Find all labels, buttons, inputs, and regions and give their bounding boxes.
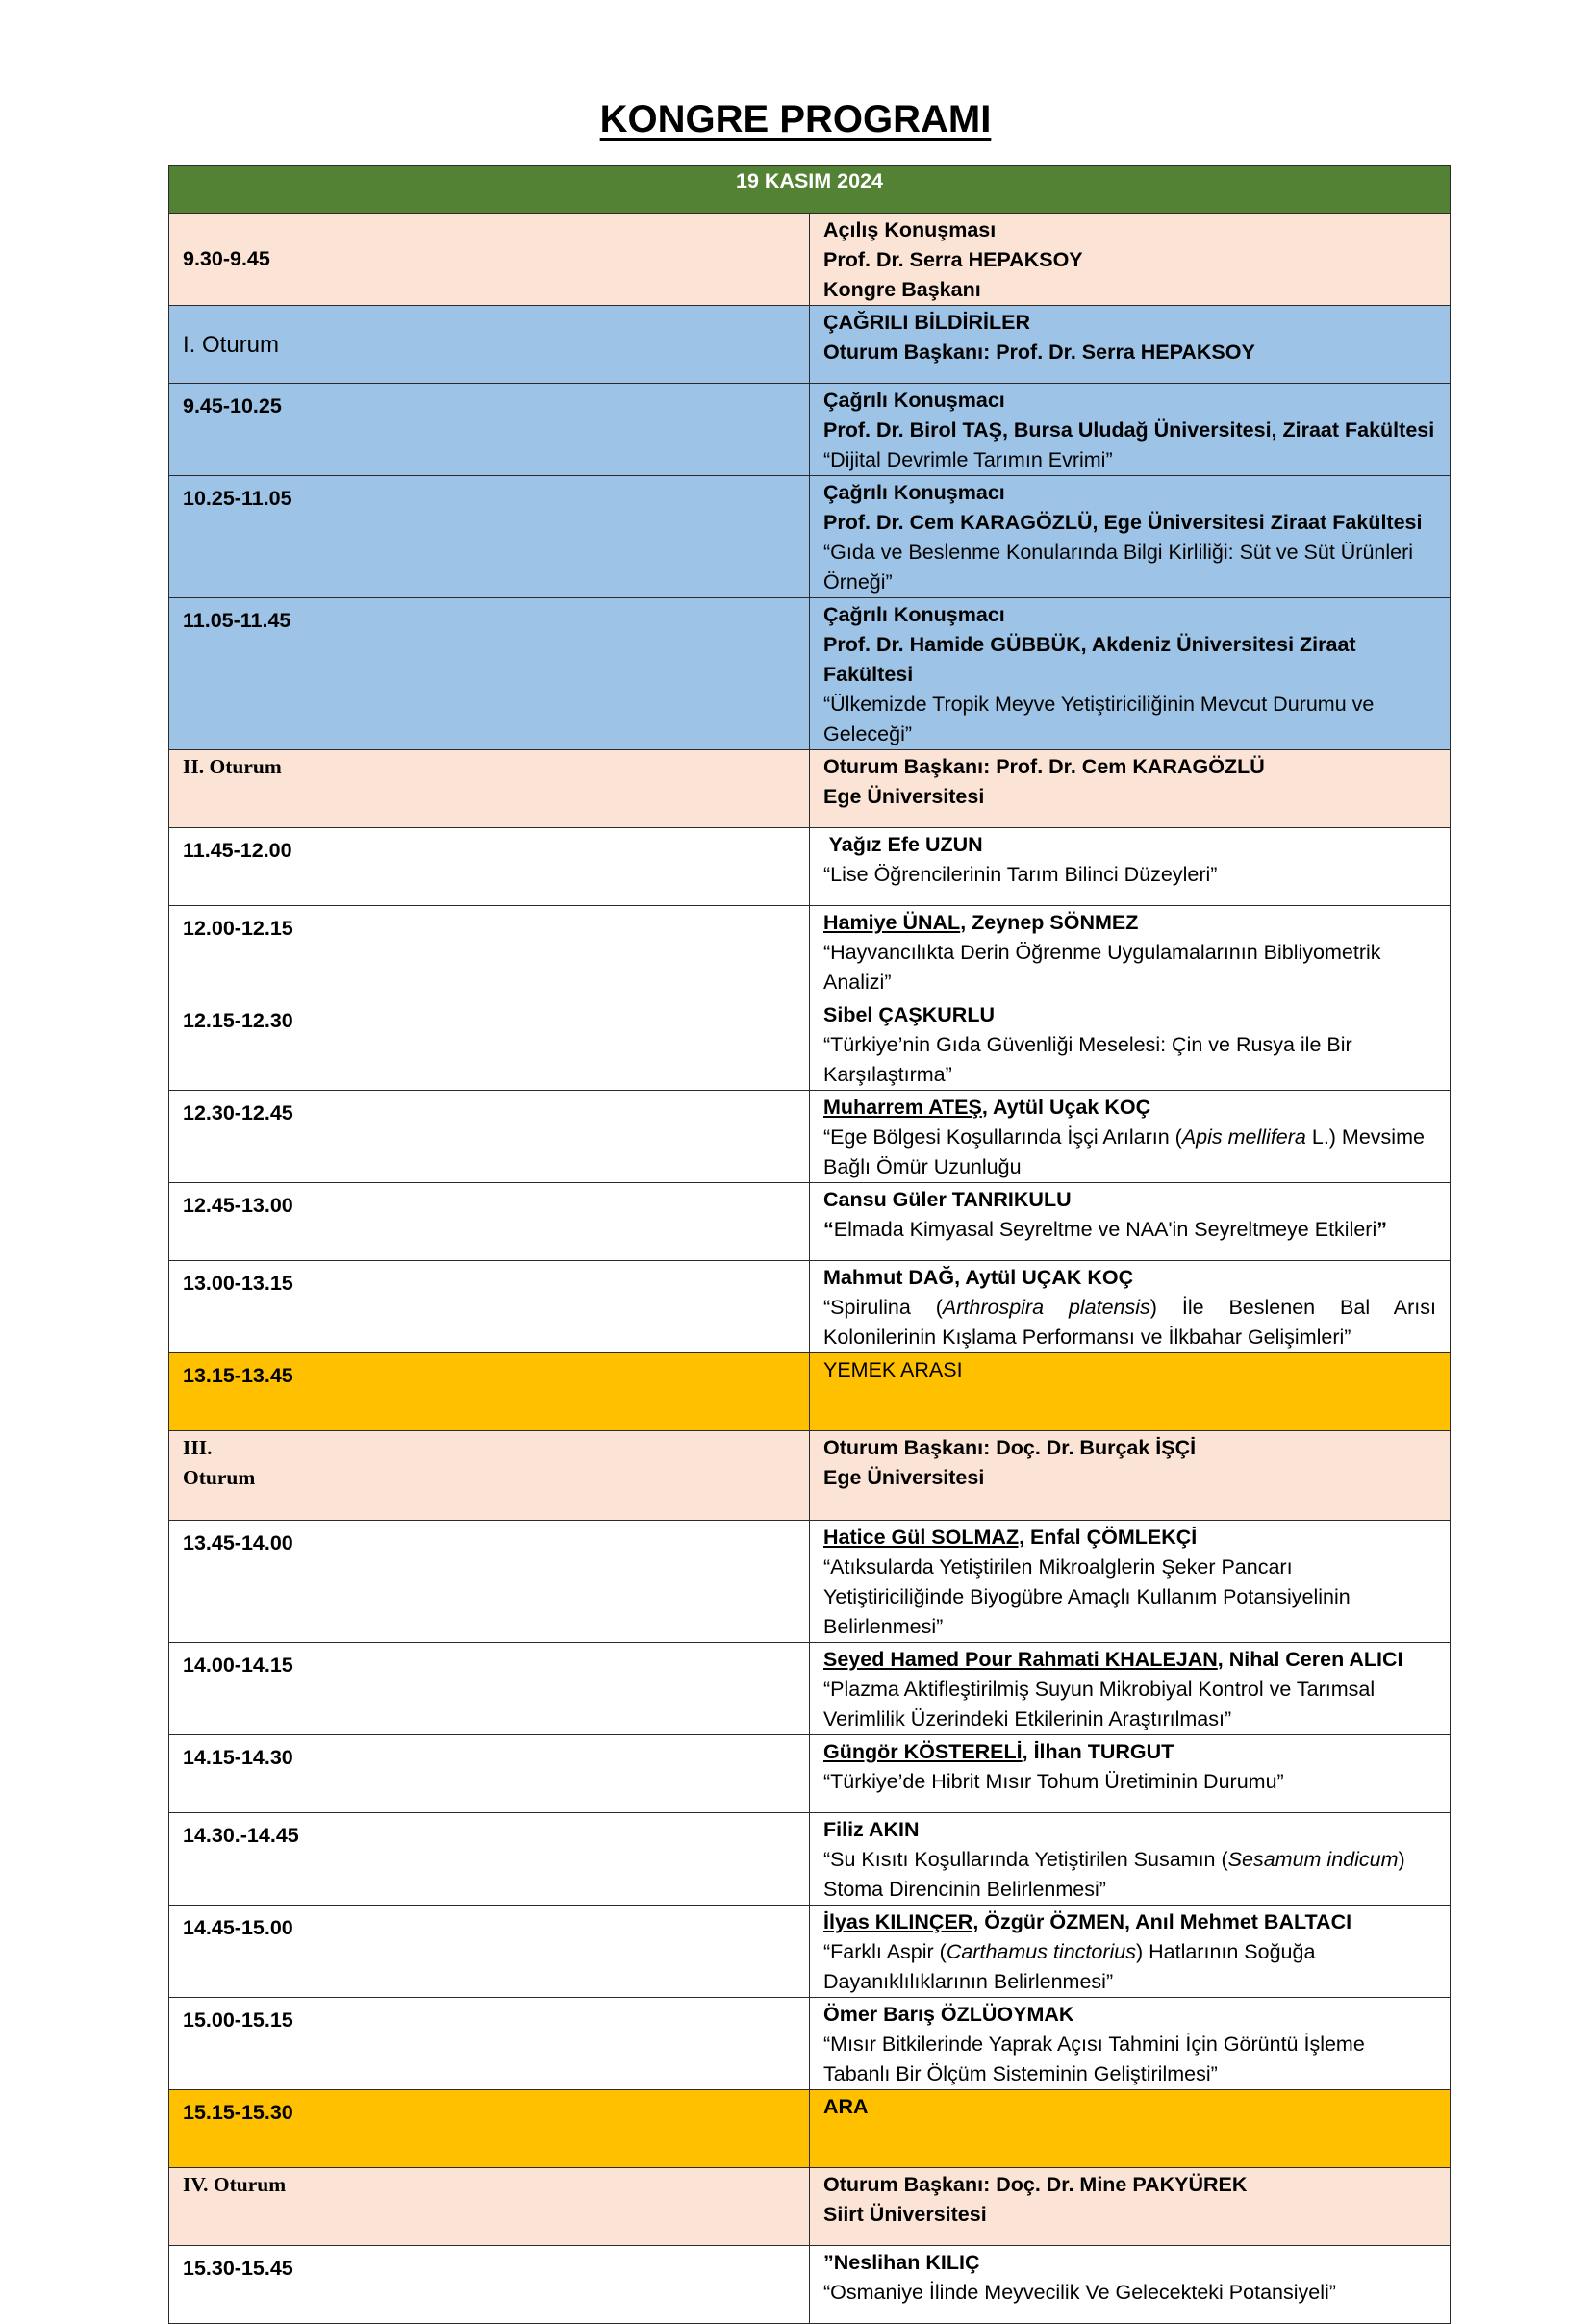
description-cell (810, 1091, 1451, 1183)
title-text: “Farklı Aspir ( (823, 1940, 947, 1963)
talk-title: “Mısır Bitkilerinde Yaprak Açısı Tahmini İçin Görüntü İşleme Tabanlı Bir Ölçüm Sisteminin Geliştirilmesi” (823, 2033, 1365, 2085)
time-cell: 14.45-15.00 (169, 1906, 810, 1998)
description-cell (810, 2246, 1451, 2324)
opening-speaker: Prof. Dr. Serra HEPAKSOY (823, 248, 1083, 271)
session-institution: Ege Üniversitesi (823, 785, 985, 808)
talk-authors (823, 1907, 1436, 1937)
presenting-author: Hamiye ÜNAL (823, 911, 961, 934)
description-cell (810, 476, 1451, 598)
talk-row (169, 828, 1451, 906)
talk-title (823, 1293, 1436, 1352)
talk-authors (823, 1737, 1436, 1767)
invited-row (169, 476, 1451, 598)
opening-role: Kongre Başkanı (823, 278, 981, 301)
description-cell (810, 214, 1451, 306)
talk-title: “Türkiye’nin Gıda Güvenliği Meselesi: Çin ve Rusya ile Bir Karşılaştırma” (823, 1033, 1352, 1086)
talk-authors (823, 908, 1436, 938)
time-cell: 11.05-11.45 (169, 598, 810, 750)
description-cell (810, 1906, 1451, 1998)
co-authors: , Aytül Uçak KOÇ (981, 1096, 1151, 1119)
time-cell: 12.15-12.30 (169, 998, 810, 1091)
description-cell (810, 1998, 1451, 2090)
session-row (169, 306, 1451, 384)
time-cell: 10.25-11.05 (169, 476, 810, 598)
co-authors: , Zeynep SÖNMEZ (960, 911, 1139, 934)
time-cell: 15.15-15.30 (169, 2090, 810, 2168)
co-authors: , Nihal Ceren ALICI (1217, 1648, 1403, 1671)
time-cell: 14.00-14.15 (169, 1643, 810, 1735)
invited-speaker: Prof. Dr. Cem KARAGÖZLÜ, Ege Üniversitesi Ziraat Fakültesi (823, 511, 1423, 534)
talk-authors: Sibel ÇAŞKURLU (823, 1003, 995, 1026)
break-label: ARA (810, 2090, 1451, 2168)
talk-row (169, 2246, 1451, 2324)
session-chair: Oturum Başkanı: Prof. Dr. Serra HEPAKSOY (823, 341, 1255, 364)
time-cell: 15.30-15.45 (169, 2246, 810, 2324)
time-cell: 12.30-12.45 (169, 1091, 810, 1183)
presenting-author: Seyed Hamed Pour Rahmati KHALEJAN (823, 1648, 1218, 1671)
invited-speaker: Prof. Dr. Birol TAŞ, Bursa Uludağ Üniversitesi, Ziraat Fakültesi (823, 418, 1435, 442)
session-label: II. Oturum (169, 750, 810, 828)
talk-authors: Ömer Barış ÖZLÜOYMAK (823, 2003, 1074, 2026)
description-cell (810, 1643, 1451, 1735)
talk-authors: Cansu Güler TANRIKULU (823, 1188, 1072, 1211)
title-text: “Ege Bölgesi Koşullarında İşçi Arıların ( (823, 1125, 1182, 1149)
session-institution: Ege Üniversitesi (823, 1466, 985, 1489)
description-cell (810, 1735, 1451, 1813)
time-cell: 12.00-12.15 (169, 906, 810, 998)
talk-authors: Yağız Efe UZUN (823, 833, 983, 856)
talk-row (169, 906, 1451, 998)
talk-title (823, 1215, 1436, 1245)
talk-title (823, 1845, 1436, 1905)
session-row (169, 2168, 1451, 2246)
time-cell: 12.45-13.00 (169, 1183, 810, 1261)
session-chair: Oturum Başkanı: Doç. Dr. Burçak İŞÇİ (823, 1436, 1197, 1459)
talk-row (169, 1813, 1451, 1906)
invited-role: Çağrılı Konuşmacı (823, 603, 1005, 626)
invited-row (169, 598, 1451, 750)
talk-row (169, 1091, 1451, 1183)
talk-authors: ”Neslihan KILIÇ (823, 2251, 980, 2274)
talk-authors (823, 1645, 1436, 1675)
invited-row (169, 384, 1451, 476)
time-cell: 13.15-13.45 (169, 1353, 810, 1431)
invited-speaker: Prof. Dr. Hamide GÜBBÜK, Akdeniz Üniversitesi Ziraat Fakültesi (823, 633, 1356, 686)
talk-title: “Ülkemizde Tropik Meyve Yetiştiriciliğinin Mevcut Durumu ve Geleceği” (823, 693, 1375, 745)
session-label-number: III. (183, 1436, 213, 1459)
session-description (810, 306, 1451, 384)
talk-title (823, 1123, 1436, 1182)
description-cell (810, 998, 1451, 1091)
presenting-author: Muharrem ATEŞ (823, 1096, 982, 1119)
talk-title: “Osmaniye İlinde Meyvecilik Ve Gelecekteki Potansiyeli” (823, 2281, 1336, 2304)
talk-row (169, 1643, 1451, 1735)
session-institution: Siirt Üniversitesi (823, 2203, 987, 2226)
description-cell (810, 598, 1451, 750)
title-text: ) İle Beslenen Bal Arısı Kolonilerinin Kışlama Performansı ve İlkbahar Gelişimleri” (823, 1296, 1437, 1349)
talk-authors: Filiz AKIN (823, 1818, 920, 1841)
time-cell: 13.00-13.15 (169, 1261, 810, 1353)
co-authors: Enfal ÇÖMLEKÇİ (1024, 1526, 1198, 1549)
title-text: L.) Mevsime Bağlı Ömür Uzunluğu (823, 1125, 1425, 1178)
talk-row (169, 998, 1451, 1091)
time-cell: 14.30.-14.45 (169, 1813, 810, 1906)
title-text: Elmada Kimyasal Seyreltme ve NAA'in Seyreltmeye Etkileri (833, 1218, 1377, 1241)
session-chair: Oturum Başkanı: Doç. Dr. Mine PAKYÜREK (823, 2173, 1248, 2196)
talk-row (169, 1735, 1451, 1813)
talk-title (823, 1937, 1436, 1997)
session-label-word: Oturum (183, 1466, 256, 1489)
opening-title: Açılış Konuşması (823, 218, 997, 241)
time-cell: 13.45-14.00 (169, 1521, 810, 1643)
description-cell (810, 906, 1451, 998)
talk-title: “Gıda ve Beslenme Konularında Bilgi Kirliliği: Süt ve Süt Ürünleri Örneği” (823, 541, 1414, 594)
day-header: 19 KASIM 2024 (169, 166, 1451, 214)
time-cell: 15.00-15.15 (169, 1998, 810, 2090)
talk-authors: Mahmut DAĞ, Aytül UÇAK KOÇ (823, 1266, 1134, 1289)
time-cell: 14.15-14.30 (169, 1735, 810, 1813)
talk-title: “Atıksularda Yetiştirilen Mikroalglerin Şeker Pancarı Yetiştiriciliğinde Biyogübre Amaçlı Kullanım Potansiyelinin Belirlenmesi” (823, 1555, 1351, 1638)
break-label: YEMEK ARASI (810, 1353, 1451, 1431)
talk-row (169, 1183, 1451, 1261)
page-title: KONGRE PROGRAMI (599, 98, 992, 140)
talk-row (169, 1998, 1451, 2090)
break-row (169, 2090, 1451, 2168)
title-text: “Spirulina ( (823, 1296, 943, 1319)
talk-title: “Dijital Devrimle Tarımın Evrimi” (823, 448, 1113, 471)
session-label (169, 1431, 810, 1521)
time-cell: 11.45-12.00 (169, 828, 810, 906)
presenting-author: Hatice Gül SOLMAZ, (823, 1526, 1025, 1549)
description-cell (810, 1183, 1451, 1261)
session-chair: Oturum Başkanı: Prof. Dr. Cem KARAGÖZLÜ (823, 755, 1265, 778)
session-label: IV. Oturum (169, 2168, 810, 2246)
species-name: Sesamum indicum (1227, 1848, 1399, 1871)
session-row (169, 1431, 1451, 1521)
day-header-row (169, 166, 1451, 214)
description-cell (810, 828, 1451, 906)
opening-row (169, 214, 1451, 306)
description-cell (810, 1813, 1451, 1906)
description-cell (810, 384, 1451, 476)
title-text: “Su Kısıtı Koşullarında Yetiştirilen Susamın ( (823, 1848, 1228, 1871)
quote-open: “ (823, 1218, 834, 1241)
time-cell: 9.45-10.25 (169, 384, 810, 476)
species-name: Apis mellifera (1181, 1125, 1306, 1149)
session-label: I. Oturum (169, 306, 810, 384)
title-text: ) Stoma Direncinin Belirlenmesi” (823, 1848, 1405, 1901)
program-table (168, 165, 1451, 2324)
time-cell: 9.30-9.45 (169, 214, 810, 306)
session-description (810, 2168, 1451, 2246)
talk-title: “Plazma Aktifleştirilmiş Suyun Mikrobiyal Kontrol ve Tarımsal Verimlilik Üzerindeki Etkilerinin Araştırılması” (823, 1678, 1376, 1730)
talk-row (169, 1521, 1451, 1643)
talk-authors (823, 1523, 1436, 1553)
invited-role: Çağrılı Konuşmacı (823, 481, 1005, 504)
session-description (810, 750, 1451, 828)
description-cell (810, 1261, 1451, 1353)
species-name: Arthrospira platensis (942, 1296, 1150, 1319)
talk-title: “Türkiye’de Hibrit Mısır Tohum Üretiminin Durumu” (823, 1770, 1284, 1793)
talk-row (169, 1906, 1451, 1998)
quote-close: ” (1376, 1218, 1387, 1241)
co-authors: Özgür ÖZMEN, Anıl Mehmet BALTACI (978, 1910, 1352, 1933)
co-authors: , İlhan TURGUT (1022, 1740, 1174, 1763)
description-cell (810, 1521, 1451, 1643)
session-topic: ÇAĞRILI BİLDİRİLER (823, 311, 1030, 334)
break-row (169, 1353, 1451, 1431)
session-row (169, 750, 1451, 828)
invited-role: Çağrılı Konuşmacı (823, 389, 1005, 412)
species-name: Carthamus tinctorius (946, 1940, 1136, 1963)
talk-row (169, 1261, 1451, 1353)
talk-authors (823, 1093, 1436, 1123)
talk-title: “Lise Öğrencilerinin Tarım Bilinci Düzeyleri” (823, 863, 1218, 886)
presenting-author: İlyas KILINÇER, (823, 1910, 979, 1933)
presenting-author: Güngör KÖSTERELİ (823, 1740, 1023, 1763)
title-text: ) Hatlarının Soğuğa Dayanıklılıklarının Belirlenmesi” (823, 1940, 1316, 1993)
session-description (810, 1431, 1451, 1521)
talk-title: “Hayvancılıkta Derin Öğrenme Uygulamalarının Bibliyometrik Analizi” (823, 941, 1381, 994)
